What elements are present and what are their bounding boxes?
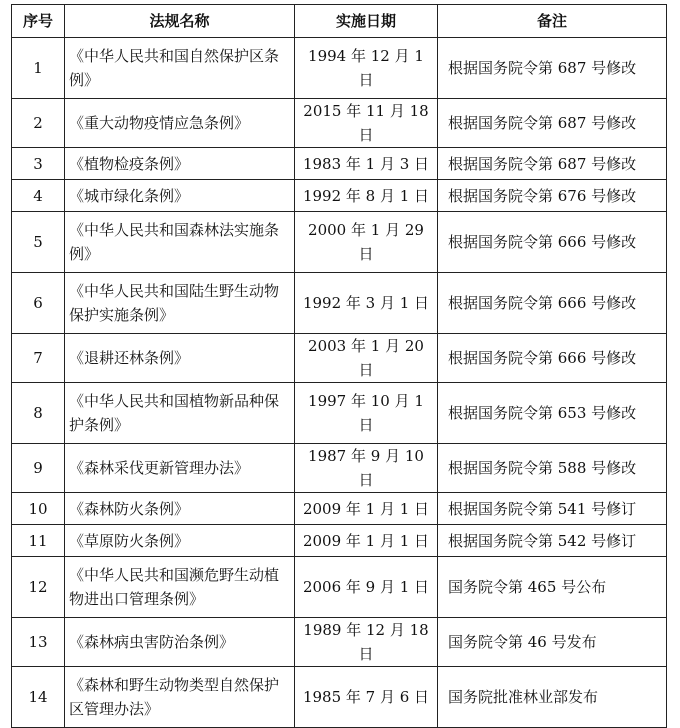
row-name: 《重大动物疫情应急条例》 — [65, 99, 295, 148]
row-no: 4 — [12, 180, 65, 212]
regulations-table-container — [11, 4, 667, 728]
table-row — [12, 493, 667, 525]
row-note: 根据国务院令第 653 号修改 — [438, 383, 667, 444]
table-row — [12, 525, 667, 557]
row-note: 根据国务院令第 666 号修改 — [438, 273, 667, 334]
table-row — [12, 212, 667, 273]
row-no: 7 — [12, 334, 65, 383]
header-no: 序号 — [12, 5, 65, 38]
row-name: 《中华人民共和国森林法实施条例》 — [65, 212, 295, 273]
row-note: 根据国务院令第 676 号修改 — [438, 180, 667, 212]
header-note: 备注 — [438, 5, 667, 38]
row-date: 1992 年 3 月 1 日 — [295, 273, 438, 334]
row-note: 国务院令第 465 号公布 — [438, 557, 667, 618]
row-date: 1997 年 10 月 1 日 — [295, 383, 438, 444]
table-row — [12, 383, 667, 444]
row-date: 1994 年 12 月 1 日 — [295, 38, 438, 99]
row-no: 10 — [12, 493, 65, 525]
row-name: 《城市绿化条例》 — [65, 180, 295, 212]
row-no: 1 — [12, 38, 65, 99]
row-name: 《森林防火条例》 — [65, 493, 295, 525]
row-date: 1992 年 8 月 1 日 — [295, 180, 438, 212]
table-row — [12, 557, 667, 618]
row-no: 6 — [12, 273, 65, 334]
row-note: 根据国务院令第 542 号修订 — [438, 525, 667, 557]
row-note: 根据国务院令第 666 号修改 — [438, 334, 667, 383]
row-name: 《中华人民共和国自然保护区条例》 — [65, 38, 295, 99]
row-name: 《中华人民共和国陆生野生动物保护实施条例》 — [65, 273, 295, 334]
row-note: 国务院令第 46 号发布 — [438, 618, 667, 667]
row-date: 2015 年 11 月 18 日 — [295, 99, 438, 148]
table-row — [12, 38, 667, 99]
row-no: 8 — [12, 383, 65, 444]
row-note: 国务院批准林业部发布 — [438, 667, 667, 728]
row-note: 根据国务院令第 588 号修改 — [438, 444, 667, 493]
row-no: 3 — [12, 148, 65, 180]
row-name: 《森林采伐更新管理办法》 — [65, 444, 295, 493]
row-date: 1987 年 9 月 10 日 — [295, 444, 438, 493]
row-name: 《草原防火条例》 — [65, 525, 295, 557]
row-name: 《退耕还林条例》 — [65, 334, 295, 383]
regulations-table — [11, 4, 667, 728]
row-note: 根据国务院令第 687 号修改 — [438, 38, 667, 99]
row-no: 5 — [12, 212, 65, 273]
table-row — [12, 180, 667, 212]
header-date: 实施日期 — [295, 5, 438, 38]
row-date: 2009 年 1 月 1 日 — [295, 525, 438, 557]
row-name: 《中华人民共和国植物新品种保护条例》 — [65, 383, 295, 444]
header-name: 法规名称 — [65, 5, 295, 38]
row-no: 2 — [12, 99, 65, 148]
header-row — [12, 5, 667, 38]
row-no: 12 — [12, 557, 65, 618]
row-name: 《植物检疫条例》 — [65, 148, 295, 180]
row-note: 根据国务院令第 687 号修改 — [438, 99, 667, 148]
row-name: 《森林和野生动物类型自然保护区管理办法》 — [65, 667, 295, 728]
table-row — [12, 148, 667, 180]
row-date: 2009 年 1 月 1 日 — [295, 493, 438, 525]
table-row — [12, 273, 667, 334]
row-no: 9 — [12, 444, 65, 493]
row-note: 根据国务院令第 541 号修订 — [438, 493, 667, 525]
table-row — [12, 334, 667, 383]
row-date: 1983 年 1 月 3 日 — [295, 148, 438, 180]
table-row — [12, 444, 667, 493]
table-row — [12, 618, 667, 667]
row-date: 2006 年 9 月 1 日 — [295, 557, 438, 618]
row-date: 2000 年 1 月 29 日 — [295, 212, 438, 273]
row-date: 1989 年 12 月 18 日 — [295, 618, 438, 667]
row-no: 14 — [12, 667, 65, 728]
row-note: 根据国务院令第 687 号修改 — [438, 148, 667, 180]
row-no: 13 — [12, 618, 65, 667]
row-name: 《中华人民共和国濒危野生动植物进出口管理条例》 — [65, 557, 295, 618]
row-date: 1985 年 7 月 6 日 — [295, 667, 438, 728]
row-date: 2003 年 1 月 20 日 — [295, 334, 438, 383]
row-no: 11 — [12, 525, 65, 557]
table-row — [12, 99, 667, 148]
row-name: 《森林病虫害防治条例》 — [65, 618, 295, 667]
row-note: 根据国务院令第 666 号修改 — [438, 212, 667, 273]
